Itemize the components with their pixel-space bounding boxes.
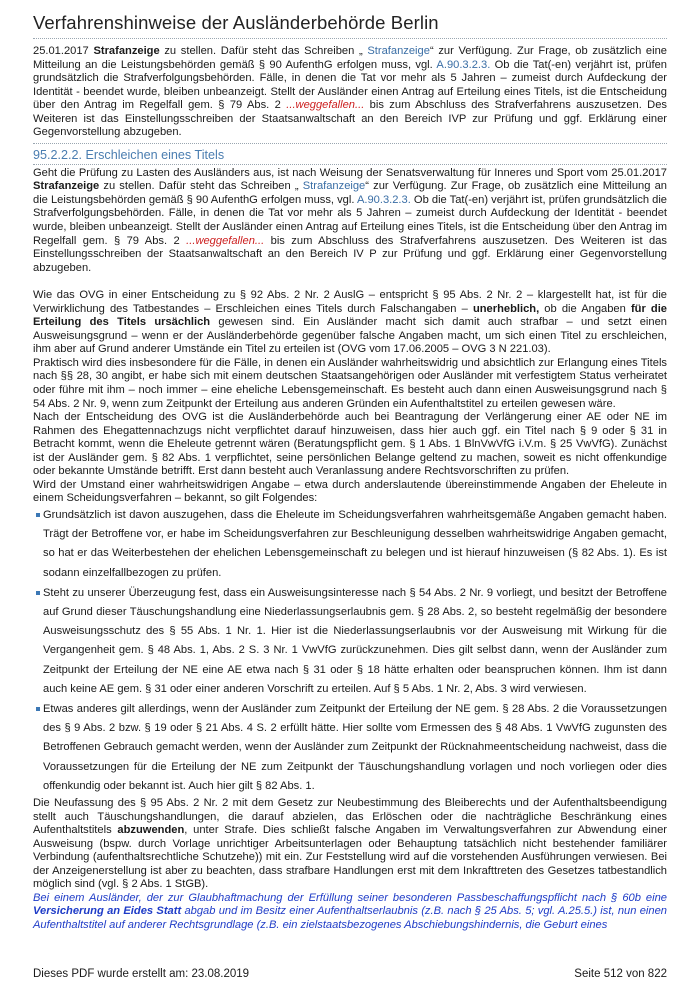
bold-text: für die Erteilung des Titels ursächlich (33, 302, 668, 329)
text: , unter Strafe. Dies schließt falsche Angaben im Verwaltungsverfahren zur Abwendung einer Ausweisung (bspw. durch Vorlage unrichtiger Arbeitsunterlagen oder Behauptung tatsächlich nicht bestehender familiärer Verbindung (aufenthaltsrechtliche Schutzehe)) mit ein. Zur Feststellung wird auf die vorstehenden Ausführungen verwiesen. Bei der Anzeigenerstellung ist aber zu beachten, dass strafbare Handlungen erst mit dem Inkrafttreten des Gesetzes tatbestandlich möglich sind (vgl. § 2 Abs. 1 StGB). (33, 824, 667, 891)
paragraph-beratungspflicht: Nach der Entscheidung des OVG ist die Ausländerbehörde auch bei Beantragung der Verlängerung einer AE oder NE im Rahmen des Ehegattennachzugs nicht verpflichtet darauf hinzuweisen, dass hier auch ggf. ein Titel nach § 9 oder § 31 in Betracht kommt, wenn die Eheleute getrennt wären (Beratungspflicht gem. § 1 Abs. 1 BlnVwVfG i.V.m. § 25 VwVfG). Zunächst ist der Ausländer gem. § 82 Abs. 1 verpflichtet, seine persönlichen Belange geltend zu machen, soweit es nicht offenkundige oder bekannte Umstände betrifft. Erst dann besteht auch Veranlassung andere Rechtsvorschriften zu prüfen. (33, 411, 667, 478)
paragraph-ovg (33, 289, 667, 357)
text: Ob die Tat(-en) verjährt ist, prüfen grundsätzlich die Strafverfolgungsbehörden. Fälle, in denen die Tat vor mehr als 5 Jahren – zumeist durch Aufdeckung der Identität - beendet wurde, bleiben unbeanzeigt. Stellt der Ausländer einen Antrag auf Erteilung eines Titels, ist die Entscheidung über den Antrag im Regelfall gem. § 79 Abs. 2 (33, 193, 668, 247)
text: zu stellen. Dafür steht das Schreiben „ (99, 180, 303, 193)
text: Bei einem Ausländer, der zur Glaubhaftmachung der Erfüllung seiner besonderen Passbeschaffungspflicht nach § 60b eine (33, 891, 667, 904)
text: Die Neufassung des § 95 Abs. 2 Nr. 2 mit dem Gesetz zur Neubestimmung des Bleiberechts und der Aufenthaltsbeendigung stellt auch Täuschungshandlungen, die darauf abzielen, das Erlöschen oder die nachträgliche Beschränkung eines Aufenthaltstitels (33, 797, 667, 837)
text: Wie das OVG in einer Entscheidung zu § 92 Abs. 2 Nr. 2 AuslG – entspricht § 95 Abs. 2 Nr. 2 – klargestellt hat, ist für die Verwirklichung des Tatbestandes – Erschleichen eines Titels durch Falschangaben – (33, 289, 667, 315)
text: “ zur Verfügung. Zur Frage, ob zusätzlich eine Mitteilung an die Leistungsbehörden gemäß § 90 AufenthG erfolgen muss, vgl. (33, 180, 667, 206)
paragraph-eides-statt (33, 892, 667, 933)
bullet-square-icon (36, 707, 40, 711)
bold-text: Strafanzeige (93, 45, 160, 57)
list-item (33, 506, 667, 583)
bullet-square-icon (36, 513, 40, 517)
omitted-note: ...weggefallen... (186, 234, 265, 247)
list-item-text: Etwas anderes gilt allerdings, wenn der Ausländer zum Zeitpunkt der Erteilung der NE gem. § 28 Abs. 2 die Voraussetzungen des § 9 Abs. 2 bzw. § 19 oder § 21 Abs. 4 S. 2 erfüllt hätte. Hier sollte vom Ermessen des § 48 Abs. 1 VwVfG zugunsten des Betroffenen Gebrauch gemacht werden, wenn der Ausländer zum Zeitpunkt der Rücknahmeentscheidung nachweist, dass die Voraussetzungen für die Erteilung der NE zum Zeitpunkt der Täuschungshandlung vorlagen und noch vorliegen oder dies offenkundig oder bekannt ist. Auch hier gilt § 82 Abs. 1. (43, 702, 667, 792)
text: Geht die Prüfung zu Lasten des Ausländers aus, ist nach Weisung der Senatsverwaltung für Inneres und Sport vom 25.01.2017 (33, 166, 667, 179)
omitted-note: ...weggefallen... (286, 99, 365, 112)
paragraph-strafanzeige-continued (33, 45, 667, 144)
paragraph-pruefung (33, 167, 667, 275)
link-strafanzeige[interactable]: Strafanzeige (302, 180, 366, 193)
footer-page-number: Seite 512 von 822 (574, 968, 667, 980)
list-item (33, 700, 667, 796)
link-a-90-3-2-3[interactable]: A.90.3.2.3. (436, 58, 491, 71)
text: “ zur Verfügung. Zur Frage, ob zusätzlich eine Mitteilung an die Leistungsbehörden gemäß § 90 AufenthG erfolgen muss, vgl. (33, 45, 667, 71)
paragraph-praktisch: Praktisch wird dies insbesondere für die Fälle, in denen ein Ausländer wahrheitswidrig und absichtlich zur Erlangung eines Titels nach §§ 28, 30 angibt, er habe sich mit einem deutschen Staatsangehörigen oder Ausländer mit verfestigtem Status verheiratet oder führe mit ihm – noch immer – eine eheliche Lebensgemeinschaft. Es besteht auch dann einen Ausweisungsgrund nach § 54 Abs. 2 Nr. 9, wenn zum Zeitpunkt der Erteilung aus anderen Gründen ein Aufenthaltstitel zu erteilen gewesen wäre. (33, 356, 667, 410)
footer-created-date: Dieses PDF wurde erstellt am: 23.08.2019 (33, 968, 250, 980)
section-heading: 95.2.2.2. Erschleichen eines Titels (33, 148, 667, 165)
list-item (33, 584, 667, 699)
bullet-list (33, 506, 667, 796)
link-a-90-3-2-3[interactable]: A.90.3.2.3. (356, 193, 411, 206)
text: ob die Angaben (539, 302, 631, 315)
text: Ob die Tat(-en) verjährt ist, prüfen grundsätzlich die Strafverfolgungsbehörden. Fälle, in denen die Tat vor mehr als 5 Jahren – zumeist durch Aufdeckung der Identität - beendet wurde, bleiben unbeanzeigt. Stellt der Ausländer einen Antrag auf Erteilung eines Titels, ist die Entscheidung über den Antrag im Regelfall gem. § 79 Abs. 2 (33, 58, 667, 112)
page (33, 0, 667, 932)
list-item-text: Steht zu unserer Überzeugung fest, dass ein Ausweisungsinteresse nach § 54 Abs. 2 Nr. 9 vorliegt, und besitzt der Betroffene auf Grund dieser Täuschungshandlung eine Niederlassungserlaubnis gem. § 28 Abs. 2, so besteht regelmäßig der besondere Ausweisungsschutz des § 55 Abs. 1 Nr. 1. Hier ist die Niederlassungserlaubnis vor der Ausweisung mit Wirkung für die Vergangenheit gem. § 48 Abs. 1, Abs. 2 S. 3 Nr. 1 VwVfG zurückzunehmen. Dies gilt selbst dann, wenn der Ausländer zum Zeitpunkt der Erteilung der NE eine AE etwa nach § 31 oder § 18 hätte erhalten oder beanspruchen können. Ihm ist dann auch keine AE gem. § 31 oder einer anderen Vorschrift zu erteilen. Auf § 5 Abs. 1 Nr. 2, Abs. 3 wird verwiesen. (43, 586, 667, 695)
text: 25.01.2017 (33, 45, 94, 57)
link-strafanzeige[interactable]: Strafanzeige (367, 45, 430, 57)
text: zu stellen. Dafür steht das Schreiben „ (159, 45, 368, 57)
text: abgab und im Besitz einer Aufenthaltserlaubnis (z.B. nach § 25 Abs. 5; vgl. A.25.5.) ist, nun einen Aufenthaltstitel auf anderer Rechtsgrundlage (z.B. ein zielstaatsbezogenes Abschiebungshindernis, die Geburt eines (33, 905, 667, 931)
paragraph-umstand: Wird der Umstand einer wahrheitswidrigen Angabe – etwa durch anderslautende übereinstimmende Angaben der Eheleute in einem Scheidungsverfahren – bekannt, so gilt Folgendes: (33, 478, 667, 505)
paragraph-neufassung (33, 797, 667, 892)
bold-text: abzuwenden (117, 824, 185, 837)
text: bis zum Abschluss des Strafverfahrens auszusetzen. Des Weiteren ist das Einstellungsschreiben der Staatsanwaltschaft an den Bereich IV P zur Prüfung und ggf. Erklärung einer Gegenvorstellung abzugeben. (33, 234, 667, 274)
document-title: Verfahrenshinweise der Ausländerbehörde Berlin (33, 12, 667, 39)
bold-text: unerheblich, (472, 302, 540, 315)
text: bis zum Abschluss des Strafverfahrens auszusetzen. Des Weiteren ist das Einstellungsschreiben der Staatsanwaltschaft an den Bereich IVP zur Prüfung und ggf. Erklärung einer Gegenvorstellung abzugeben. (33, 99, 667, 139)
list-item-text: Grundsätzlich ist davon auszugehen, dass die Eheleute im Scheidungsverfahren wahrheitsgemäße Angaben gemacht haben. Trägt der Betroffene vor, er habe im Scheidungsverfahren zur Beschleunigung desselben wahrheitswidrige Angaben gemacht, so hat er das Weiterbestehen der ehelichen Lebensgemeinschaft zu belegen und ist hierauf hinzuweisen (§ 82 Abs. 1). Es ist sodann einzelfallbezogen zu prüfen. (43, 508, 667, 579)
bold-text: Strafanzeige (33, 180, 100, 193)
bullet-square-icon (36, 591, 40, 595)
bold-text: Versicherung an Eides Statt (33, 905, 182, 918)
text: gewesen sind. Ein Ausländer macht sich damit auch strafbar – und setzt einen Ausweisungsgrund – wenn er der Ausländerbehörde gegenüber falsche Angaben macht, um sich einen Titel zu erschleichen, ihm aber auf Grund anderer Umstände ein Titel zu erteilen ist (OVG vom 17.06.2005 – OVG 3 N 221.03). (33, 316, 667, 356)
